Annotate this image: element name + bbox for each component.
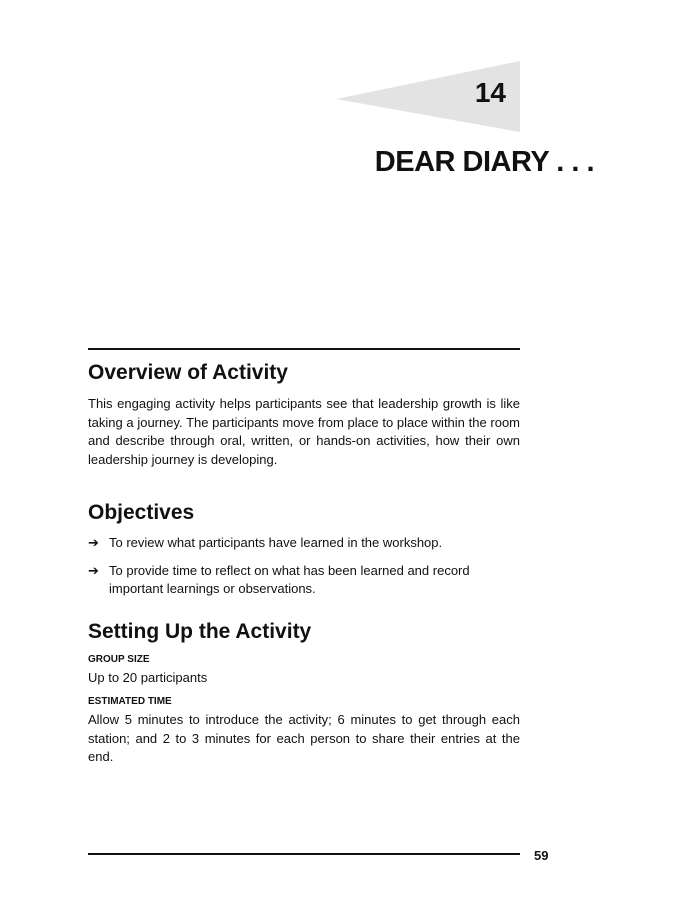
chapter-tab (336, 61, 520, 132)
top-divider (88, 348, 520, 350)
group-size-label: GROUP SIZE (88, 653, 150, 665)
estimated-time-label: ESTIMATED TIME (88, 696, 172, 707)
objectives-list (88, 534, 520, 599)
objective-text: To provide time to reflect on what has been learned and record important learnings or observations. (109, 562, 470, 596)
objective-text: To review what participants have learned in the workshop. (109, 535, 443, 550)
estimated-time-value: Allow 5 minutes to introduce the activity; 6 minutes to get through each station; and 2 to 3 minutes for each person to share their entries at the end. (88, 712, 520, 764)
group-size-value: Up to 20 participants (88, 669, 208, 685)
page-number: 59 (534, 848, 549, 863)
chapter-number: 14 (474, 77, 506, 108)
bottom-divider (88, 853, 520, 855)
main-content (88, 358, 520, 767)
setup-heading: Setting Up the Activity (88, 619, 312, 643)
objective-item (88, 562, 520, 599)
objective-item (88, 534, 520, 553)
overview-heading: Overview of Activity (88, 361, 288, 384)
overview-text: This engaging activity helps participants see that leadership growth is like taking a journey. The participants move from place to place within the room and describe through oral, written, or hands-on activities, how their own leadership journey is developing. (88, 396, 520, 467)
arrow-right-icon: ➔ (88, 535, 99, 550)
objectives-heading: Objectives (88, 501, 195, 524)
arrow-right-icon: ➔ (88, 562, 99, 578)
chapter-title: DEAR DIARY . . . (374, 146, 594, 178)
